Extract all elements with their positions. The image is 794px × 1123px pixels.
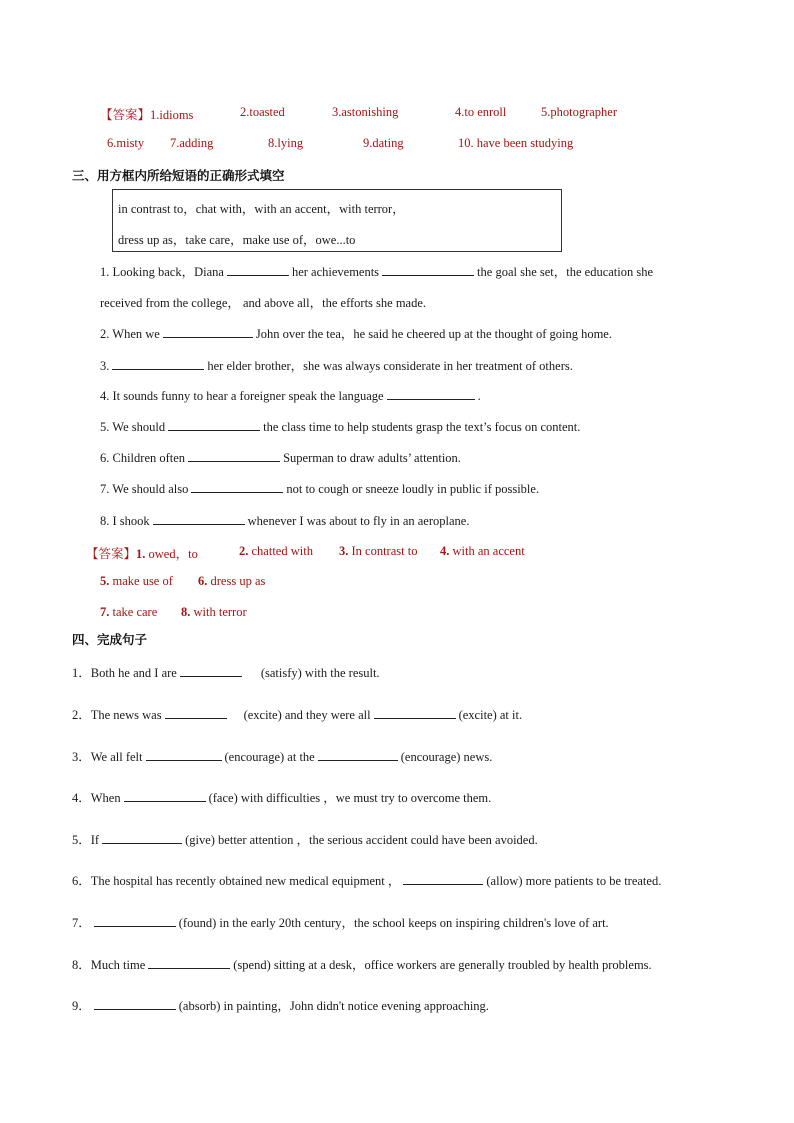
phrase-box-line-2: dress up as，take care，make use of，owe...to [118, 233, 356, 247]
answer-blank[interactable] [227, 263, 289, 276]
s3-answer-line-1: 【答案】1. owed，to [86, 547, 198, 561]
answer-blank[interactable] [374, 706, 456, 719]
s3-question-5: 5. We should the class time to help students grasp the text’s focus on content. [100, 420, 581, 434]
answer-blank[interactable] [387, 387, 475, 400]
answer-item: 9.dating [363, 136, 404, 150]
answer-line-1: 【答案】1.idioms [100, 108, 194, 122]
answer-item: 2.toasted [240, 105, 285, 119]
s3-question-2: 2. When we John over the tea，he said he cheered up at the thought of going home. [100, 327, 612, 341]
s4-question-3: 3．We all felt (encourage) at the (encourage) news. [72, 750, 493, 764]
s3-question-1: 1. Looking back，Diana her achievements the goal she set，the education she [100, 265, 654, 279]
s3-answer-item: 4. with an accent [440, 544, 525, 558]
s3-answer-item: 3. In contrast to [339, 544, 418, 558]
section-3-title: 三、用方框内所给短语的正确形式填空 [72, 168, 285, 183]
answer-blank[interactable] [180, 664, 242, 677]
answer-blank[interactable] [124, 789, 206, 802]
answer-blank[interactable] [153, 512, 245, 525]
s4-question-8: 8．Much time (spend) sitting at a desk，office workers are generally troubled by health problems. [72, 958, 652, 972]
answer-item: 4.to enroll [455, 105, 507, 119]
answer-blank[interactable] [318, 748, 398, 761]
s3-question-1-cont: received from the college， and above all，the efforts she made. [100, 296, 427, 310]
answer-blank[interactable] [146, 748, 222, 761]
answer-item: 10. have been studying [458, 136, 574, 150]
s3-question-3: 3. her elder brother，she was always considerate in her treatment of others. [100, 359, 573, 373]
answer-item: 8.lying [268, 136, 304, 150]
answer-blank[interactable] [165, 706, 227, 719]
phrase-box [112, 189, 562, 252]
s3-question-7: 7. We should also not to cough or sneeze loudly in public if possible. [100, 482, 540, 496]
s4-question-4: 4．When (face) with difficulties ，we must try to overcome them. [72, 791, 492, 805]
s3-answer-item: 6. dress up as [198, 574, 266, 588]
answer-item: 6.misty [107, 136, 145, 150]
answer-item: 5.photographer [541, 105, 618, 119]
s3-question-6: 6. Children often Superman to draw adults’ attention. [100, 451, 461, 465]
phrase-box-line-1: in contrast to，chat with，with an accent，with terror， [118, 202, 405, 216]
answer-blank[interactable] [168, 418, 260, 431]
s3-question-8: 8. I shook whenever I was about to fly in an aeroplane. [100, 514, 470, 528]
answer-blank[interactable] [163, 325, 253, 338]
answer-blank[interactable] [188, 449, 280, 462]
s3-answer-item: 8. with terror [181, 605, 247, 619]
s4-question-9: 9． (absorb) in painting，John didn't notice evening approaching. [72, 999, 489, 1013]
answer-label: 【答案】 [100, 108, 151, 122]
answer-blank[interactable] [403, 872, 483, 885]
answer-blank[interactable] [112, 357, 204, 370]
answer-blank[interactable] [191, 480, 283, 493]
answer-blank[interactable] [94, 997, 176, 1010]
answer-blank[interactable] [148, 956, 230, 969]
section-4-title: 四、完成句子 [72, 632, 148, 647]
answer-blank[interactable] [102, 831, 182, 844]
s3-answer-item: 7. take care [100, 605, 158, 619]
s4-question-6: 6．The hospital has recently obtained new medical equipment ， (allow) more patients to be treated. [72, 874, 662, 888]
answer-item: 7.adding [170, 136, 214, 150]
s4-question-1: 1．Both he and I are (satisfy) with the result. [72, 666, 380, 680]
s3-answer-item: 5. make use of [100, 574, 173, 588]
s4-question-5: 5．If (give) better attention ，the serious accident could have been avoided. [72, 833, 538, 847]
answer-blank[interactable] [94, 914, 176, 927]
s4-question-7: 7． (found) in the early 20th century，the school keeps on inspiring children's love of art. [72, 916, 609, 930]
answer-item: 3.astonishing [332, 105, 399, 119]
s4-question-2: 2．The news was (excite) and they were all (excite) at it. [72, 708, 523, 722]
s3-answer-item: 2. chatted with [239, 544, 313, 558]
answer-blank[interactable] [382, 263, 474, 276]
s3-question-4: 4. It sounds funny to hear a foreigner speak the language . [100, 389, 481, 403]
